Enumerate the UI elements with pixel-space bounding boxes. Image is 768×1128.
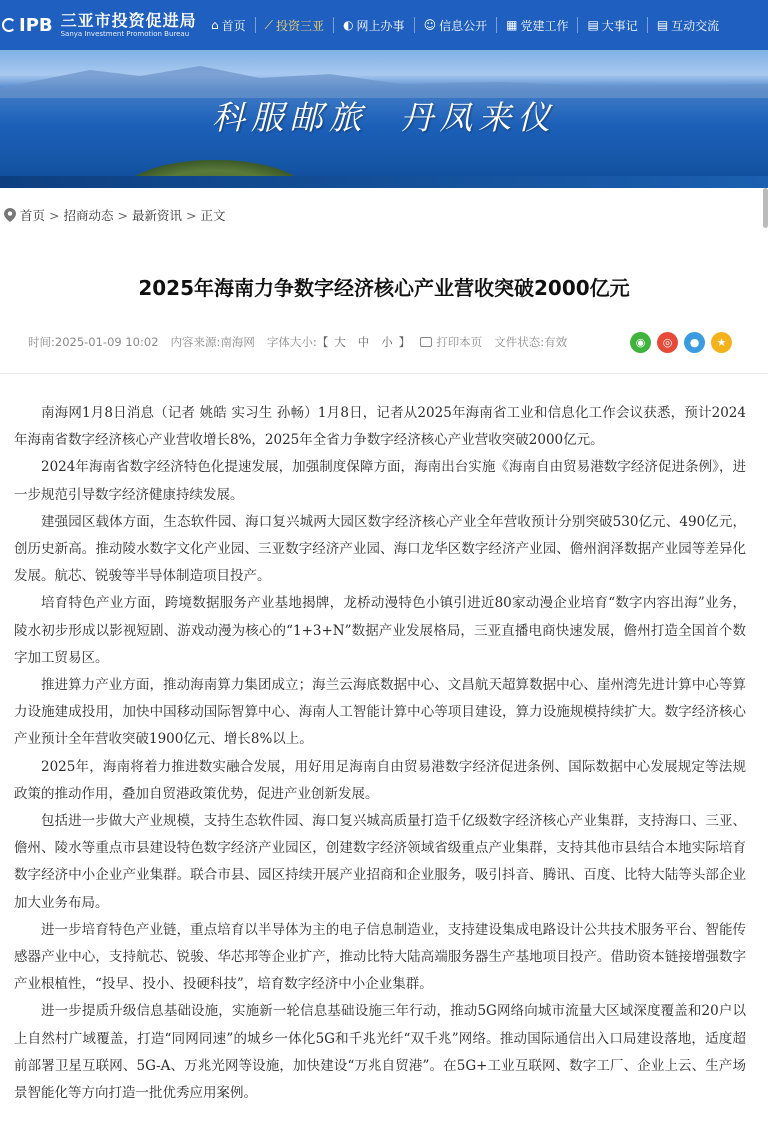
source-value: 南海网: [220, 335, 255, 349]
location-pin-icon: [4, 208, 16, 222]
publish-time: 2025-01-09 10:02: [54, 335, 159, 349]
org-name-en: Sanya Investment Promotion Bureau: [60, 29, 190, 38]
nav-item-3[interactable]: [415, 0, 497, 50]
headset-icon: ◐: [343, 18, 354, 32]
org-name-cn: 三亚市投资促进局: [60, 10, 197, 30]
breadcrumb-item-latest-news[interactable]: 最新资讯: [132, 208, 183, 223]
font-size-small-button[interactable]: 小: [381, 335, 393, 349]
breadcrumb-separator: >: [186, 207, 197, 223]
grid-icon: ▦: [506, 18, 518, 32]
breadcrumb-item-home[interactable]: 首页: [20, 208, 46, 223]
status-label: 文件状态:: [494, 335, 545, 349]
article-paragraph: 推进算力产业方面，推动海南算力集团成立；海兰云海底数据中心、文昌航天超算数据中心、崖州湾先进计算中心等算力设施建成投用，加快中国移动国际智算中心、海南人工智能计算中心等项目建设，算力设施规模持续扩大。数字经济核心产业预计全年营收突破1900亿元、增长8%以上。: [14, 677, 746, 748]
article-paragraph: 2025年，海南将着力推进数实融合发展，用好用足海南自由贸易港数字经济促进条例、国际数据中心发展规定等法规政策的推动作用，叠加自贸港政策优势，促进产业创新发展。: [14, 758, 746, 802]
nav-item-label: 网上办事: [356, 18, 405, 33]
qq-icon[interactable]: ●: [684, 332, 705, 353]
article-body: [14, 400, 746, 1107]
wechat-icon[interactable]: ◉: [630, 332, 651, 353]
font-size-label: 字体大小:: [266, 335, 317, 349]
document-icon: ▤: [656, 18, 669, 32]
slogan-right: 丹凤来仪: [400, 98, 557, 137]
nav-item-label: 大事记: [601, 18, 638, 33]
breadcrumb-separator: >: [49, 207, 60, 223]
favorite-icon[interactable]: ★: [711, 332, 732, 353]
banner-slogan: [0, 92, 768, 139]
breadcrumb-item-investment-news[interactable]: 招商动态: [63, 208, 114, 223]
nav-item-1[interactable]: [256, 0, 333, 50]
article-meta: [28, 334, 567, 350]
time-label: 时间:: [28, 335, 55, 349]
slogan-left: 科服邮旅: [211, 98, 368, 137]
site-brand[interactable]: [2, 12, 202, 39]
bracket-close: 】: [398, 335, 411, 349]
nav-item-5[interactable]: [578, 0, 646, 50]
source-label: 内容来源:: [170, 335, 221, 349]
logo-swirl-icon: [2, 18, 16, 32]
breadcrumb: [4, 206, 226, 224]
org-name: [61, 12, 197, 39]
article-paragraph: 进一步培育特色产业链，重点培育以半导体为主的电子信息制造业，支持建设集成电路设计公共技术服务平台、智能传感器产业中心，支持航芯、锐骏、华芯邦等企业扩产，推动比特大陆高端服务器生产基地项目投产。借助资本链接增强数字产业根植性，“投早、投小、投硬科技”，培育数字经济中小企业集群。: [14, 921, 746, 993]
font-size-large-button[interactable]: 大: [334, 335, 346, 349]
logo-text: IPB: [19, 14, 53, 36]
printer-icon: [420, 337, 432, 347]
article-paragraph: 培育特色产业方面，跨境数据服务产业基地揭牌，龙桥动漫特色小镇引进近80家动漫企业培育“数字内容出海”业务，陵水初步形成以影视短剧、游戏动漫为核心的“1+3+N”数据产业发展格局，三亚直播电商快速发展，儋州打造全国首个数字加工贸易区。: [14, 595, 746, 666]
nav-item-4[interactable]: [497, 0, 577, 50]
document-icon: ▤: [587, 18, 599, 32]
scrollbar-thumb[interactable]: [763, 188, 768, 228]
shore-strip: [0, 176, 768, 188]
article-paragraph: 南海网1月8日消息（记者 姚皓 实习生 孙畅）1月8日，记者从2025年海南省工业和信息化工作会议获悉，预计2024年海南省数字经济核心产业营收增长8%，2025年全省力争数字经济核心产业营收突破2000亿元。: [14, 405, 746, 449]
user-icon: ☺: [423, 18, 437, 32]
nav-item-0[interactable]: [202, 0, 255, 50]
font-size-medium-button[interactable]: 中: [357, 335, 370, 349]
share-buttons: [630, 332, 732, 353]
top-navigation-bar: [0, 0, 768, 50]
nav-item-6[interactable]: [648, 0, 728, 50]
article-paragraph: 进一步提质升级信息基础设施，实施新一轮信息基础设施三年行动，推动5G网络向城市流量大区域深度覆盖和20户以上自然村广域覆盖，打造“同网同速”的城乡一体化5G和千兆光纤“双千兆”网络。推动国际通信出入口局建设落地，适度超前部署卫星互联网、5G-A、万兆光网等设施，加快建设“万兆自贸港”。在5G+工业互联网、数字工厂、企业上云、生产场景智能化等方向打造一批优秀应用案例。: [14, 1003, 746, 1102]
nav-item-label: 党建工作: [520, 18, 569, 33]
article-paragraph: 包括进一步做大产业规模，支持生态软件园、海口复兴城高质量打造千亿级数字经济核心产业集群，支持海口、三亚、儋州、陵水等重点市县建设特色数字经济产业园区，创建数字经济领域省级重点产业集群，支持其他市县结合本地实际培育数字经济中小企业产业集群。联合市县、园区持续开展产业招商和企业服务，吸引抖音、腾讯、百度、比特大陆等头部企业加大业务布局。: [14, 813, 746, 911]
hero-banner: [0, 50, 768, 188]
divider: [0, 373, 768, 374]
nav-item-label: 投资三亚: [276, 18, 325, 33]
weibo-icon[interactable]: ◎: [657, 332, 678, 353]
main-nav: [202, 0, 728, 50]
print-label: 打印本页: [436, 335, 483, 349]
status-value: 有效: [544, 335, 568, 349]
nav-item-label: 信息公开: [439, 18, 488, 33]
bracket-open: 【: [316, 335, 329, 349]
ipb-logo: [2, 15, 53, 36]
article-paragraph: 2024年海南省数字经济特色化提速发展，加强制度保障方面，海南出台实施《海南自由贸易港数字经济促进条例》，进一步规范引导数字经济健康持续发展。: [14, 459, 746, 503]
nav-item-label: 互动交流: [671, 18, 720, 33]
nav-item-2[interactable]: [334, 0, 414, 50]
nav-item-label: 首页: [221, 18, 246, 33]
print-button[interactable]: [420, 334, 482, 350]
breadcrumb-item-current: 正文: [200, 208, 226, 223]
article-title: 2025年海南力争数字经济核心产业营收突破2000亿元: [138, 276, 630, 300]
home-icon: ⌂: [211, 18, 219, 32]
scrollbar[interactable]: [762, 188, 768, 1088]
article-paragraph: 建强园区载体方面，生态软件园、海口复兴城两大园区数字经济核心产业全年营收预计分别突破530亿元、490亿元，创历史新高。推动陵水数字文化产业园、三亚数字经济产业园、海口龙华区数字经济产业园、儋州润泽数据产业园等差异化发展。航芯、锐骏等半导体制造项目投产。: [14, 513, 746, 585]
breadcrumb-separator: >: [117, 207, 128, 223]
chart-line-icon: ⟋: [264, 17, 274, 32]
